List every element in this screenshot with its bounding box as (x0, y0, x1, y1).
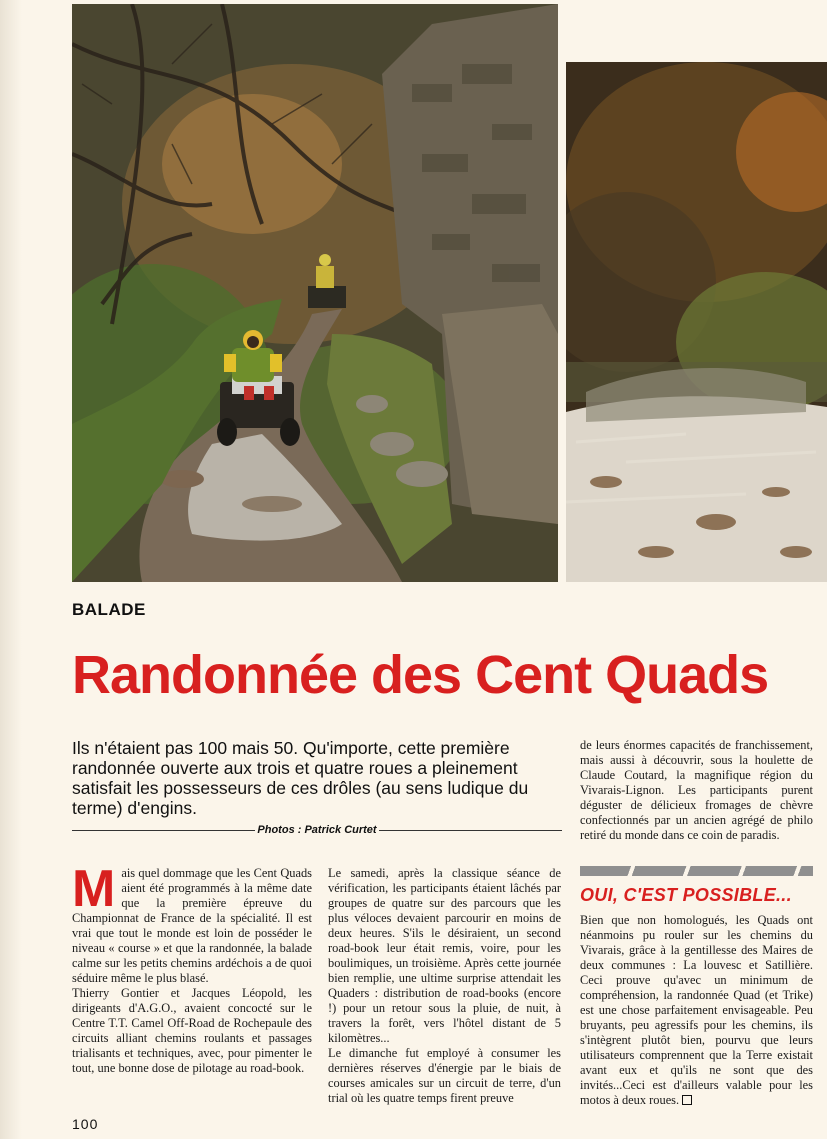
divider (72, 830, 255, 831)
photo-quad-motion-blur (566, 62, 827, 582)
paragraph-text: ais quel dommage que les Cent Quads aient été programmés à la même date que la première épreuve du Championnat de France de la spécialité. Il est vrai que tout le monde est loin de posséder le niveau « course » et que la randonnée, la balade calme sur les petits chemins ardéchois a de quoi séduire même le plus blasé. (72, 866, 312, 985)
article-intro: Ils n'étaient pas 100 mais 50. Qu'importe, cette première randonnée ouverte aux trois et quatre roues a pleinement satisfait les possesseurs de ces drôles (au sens ludique du terme) d'engins. (72, 738, 529, 818)
body-column-2 (328, 866, 561, 1106)
subheading-stripes (580, 866, 813, 876)
photo-illustration (72, 4, 558, 582)
body-paragraph: Le samedi, après la classique séance de vérification, les participants étaient lâchés par groupes de quatre sur des parcours que les plus véloces devaient parcourir en moins de deux heures. S'ils le désiraient, un second road-book leur était remis, voire, pour les boulimiques, un troisième. Après cette journée bien remplie, une ultime surprise attendait les Quaders : distribution de road-books (encore !) pour un retour sous la pluie, de nuit, à travers la forêt, vers l'hôtel distant de 5 kilomètres... (328, 866, 561, 1045)
body-paragraph (72, 860, 312, 986)
photo-credit-line (72, 822, 562, 838)
drop-cap: M (72, 860, 116, 918)
photo-illustration (566, 62, 827, 582)
body-paragraph (580, 913, 813, 1108)
article-headline: Randonnée des Cent Quads (72, 645, 769, 705)
body-paragraph: de leurs énormes capacités de franchissement, mais aussi à découvrir, sous la houlette de Claude Coutard, la magnifique région du Vivarais-Lignon. Les participants purent déguster de délicieux fromages de chèvre confectionnés par un ancien agrégé de philo retiré du monde dans ce coin de paradis. (580, 738, 813, 842)
end-of-article-square-icon (682, 1095, 692, 1105)
photo-quads-forest-trail (72, 4, 558, 582)
subheading: OUI, C'EST POSSIBLE... (580, 885, 792, 905)
divider (379, 830, 562, 831)
section-label: BALADE (72, 600, 146, 619)
body-paragraph: Thierry Gontier et Jacques Léopold, les dirigeants d'A.G.O., avaient concocté sur le Centre T.T. Camel Off-Road de Rochepaule des circuits alliant chemins roulants et passages trialisants et techniques, avec, pour pimenter le tout, une bonne dose de pilotage au road-book. (72, 986, 312, 1075)
page-number: 100 (72, 1116, 99, 1132)
photo-credit: Photos : Patrick Curtet (257, 824, 377, 836)
body-paragraph: Le dimanche fut employé à consumer les dernières réserves d'énergie par le biais de courses amicales sur un circuit de terre, d'un trial où les quatre temps firent preuve (328, 1046, 561, 1105)
body-column-1 (72, 860, 312, 1076)
paragraph-text: Bien que non homologués, les Quads ont néanmoins pu rouler sur les chemins du Vivarais, grâce à la gentillesse des Maires de deux communes : La louvesc et Satillière. Ceci prouve qu'avec un minimum de compréhension, la randonnée Quad (et Trike) est une chose parfaitement envisageable. Peu bruyants, peu agressifs pour les chemins, ils s'intègrent plutôt bien, pourvu que leurs utilisateurs comprennent que la Terre existait avant eux et qu'ils ne sont que des invités...Ceci est d'ailleurs valable pour les motos à deux roues. (580, 913, 813, 1107)
body-column-3-bottom (580, 913, 813, 1108)
body-column-3-top (580, 738, 813, 843)
